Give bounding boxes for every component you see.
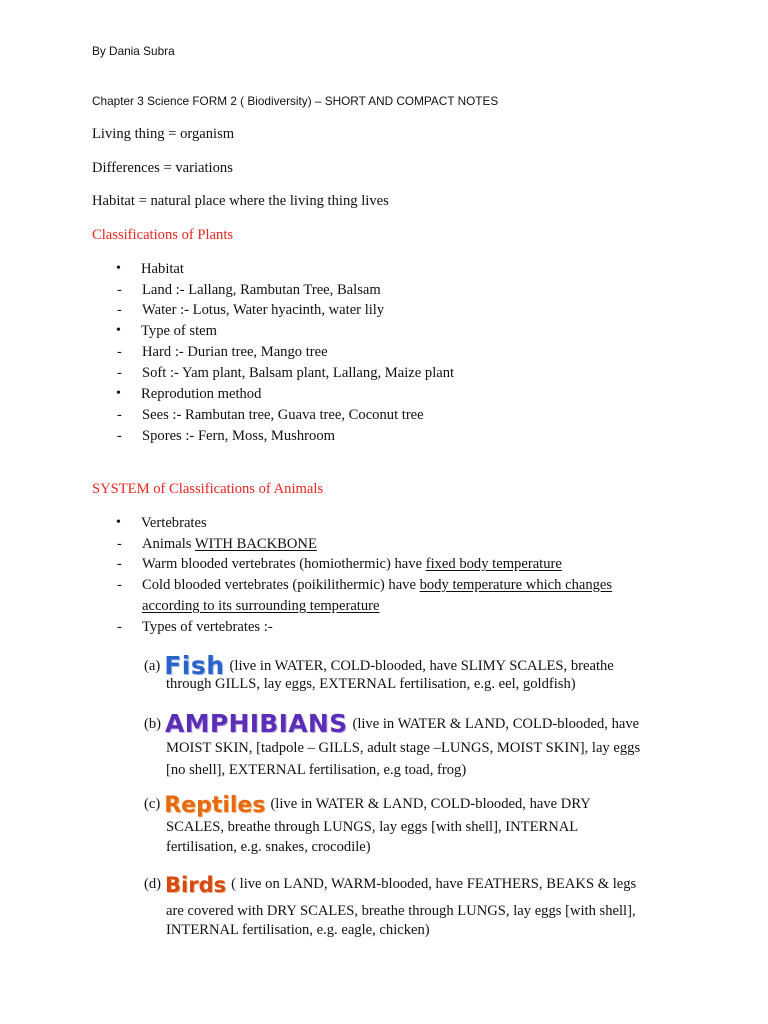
fish-entry-cont: through GILLS, lay eggs, EXTERNAL fertilisation, e.g. eel, goldfish): [166, 676, 576, 692]
definition-variations: Differences = variations: [92, 160, 233, 176]
birds-entry-cont2: INTERNAL fertilisation, e.g. eagle, chicken): [166, 922, 430, 938]
page-heading: Chapter 3 Science FORM 2 ( Biodiversity) – SHORT AND COMPACT NOTES: [92, 94, 499, 108]
animals-bullet-vertebrates: Vertebrates: [141, 515, 207, 531]
amphibians-entry-cont: MOIST SKIN, [tadpole – GILLS, adult stage –LUNGS, MOIST SKIN], lay eggs: [166, 740, 641, 756]
fish-word-art: Fish: [164, 651, 225, 680]
animals-item-warm-blooded: Warm blooded vertebrates (homiothermic) have fixed body temperature: [142, 556, 562, 572]
animals-item-cold-blooded-cont: according to its surrounding temperature: [142, 598, 380, 614]
plants-bullet-habitat: Habitat: [141, 261, 184, 277]
plants-item-soft: Soft :- Yam plant, Balsam plant, Lallang, Maize plant: [142, 365, 455, 381]
animals-item-backbone: Animals WITH BACKBONE: [142, 536, 317, 552]
animals-item-types: Types of vertebrates :-: [142, 619, 273, 635]
amphibians-entry-cont2: [no shell], EXTERNAL fertilisation, e.g toad, frog): [166, 762, 467, 778]
bullet-icon: •: [116, 261, 121, 276]
definition-habitat: Habitat = natural place where the living thing lives: [92, 193, 389, 209]
birds-entry: (d) Birds ( live on LAND, WARM-blooded, have FEATHERS, BEAKS & legs: [144, 873, 637, 897]
dash-icon: -: [117, 556, 122, 572]
dash-icon: -: [117, 428, 122, 444]
dash-icon: -: [117, 344, 122, 360]
amphibians-word-art: AMPHIBIANS: [165, 709, 348, 738]
plants-bullet-reproduction: Reprodution method: [141, 386, 262, 402]
birds-entry-cont: are covered with DRY SCALES, breathe through LUNGS, lay eggs [with shell],: [166, 903, 636, 919]
plants-section-title: Classifications of Plants: [92, 227, 234, 243]
fish-entry: (a) Fish (live in WATER, COLD-blooded, have SLIMY SCALES, breathe: [144, 651, 614, 680]
dash-icon: -: [117, 619, 122, 635]
animals-item-cold-blooded: Cold blooded vertebrates (poikilithermic) have body temperature which changes: [142, 577, 613, 593]
dash-icon: -: [117, 282, 122, 298]
bullet-icon: •: [116, 386, 121, 401]
dash-icon: -: [117, 302, 122, 318]
reptiles-entry-cont: SCALES, breathe through LUNGS, lay eggs [with shell], INTERNAL: [166, 819, 579, 835]
dash-icon: -: [117, 577, 122, 593]
plants-bullet-stem: Type of stem: [141, 323, 217, 339]
plants-item-land: Land :- Lallang, Rambutan Tree, Balsam: [142, 282, 381, 298]
plants-item-spores: Spores :- Fern, Moss, Mushroom: [142, 428, 335, 444]
dash-icon: -: [117, 407, 122, 423]
reptiles-entry: (c) Reptiles (live in WATER & LAND, COLD-blooded, have DRY: [144, 793, 591, 818]
animals-section-title: SYSTEM of Classifications of Animals: [92, 481, 324, 497]
dash-icon: -: [117, 536, 122, 552]
birds-word-art: Birds: [165, 873, 227, 897]
bullet-icon: •: [116, 515, 121, 530]
definition-organism: Living thing = organism: [92, 126, 235, 142]
dash-icon: -: [117, 365, 122, 381]
reptiles-word-art: Reptiles: [164, 793, 266, 818]
plants-item-seeds: Sees :- Rambutan tree, Guava tree, Coconut tree: [142, 407, 424, 423]
author-line: By Dania Subra: [92, 44, 175, 58]
amphibians-entry: (b) AMPHIBIANS (live in WATER & LAND, COLD-blooded, have: [144, 709, 640, 738]
plants-item-water: Water :- Lotus, Water hyacinth, water lily: [142, 302, 385, 318]
bullet-icon: •: [116, 323, 121, 338]
plants-item-hard: Hard :- Durian tree, Mango tree: [142, 344, 328, 360]
reptiles-entry-cont2: fertilisation, e.g. snakes, crocodile): [166, 839, 371, 855]
